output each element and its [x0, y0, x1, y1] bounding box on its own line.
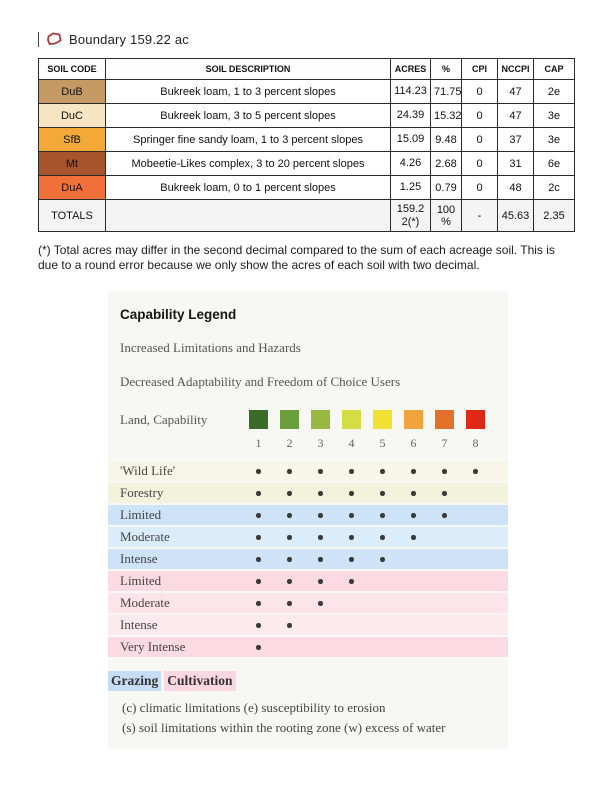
class-number: 8 [472, 436, 479, 451]
capability-legend-panel [108, 291, 508, 749]
capability-class-3-swatch [311, 410, 330, 429]
acres-cell: 114.23 [391, 80, 431, 104]
acres-cell: 15.09 [391, 128, 431, 152]
dot-cell [243, 637, 274, 657]
dot-cell [274, 505, 305, 525]
legend-footnote-climatic: (c) climatic limitations (e) susceptibility to erosion [122, 700, 386, 716]
dot-cell [243, 527, 274, 547]
column-header-soil-description: SOIL DESCRIPTION [106, 59, 391, 80]
dot-cell [305, 505, 336, 525]
class-number: 4 [348, 436, 355, 451]
dot-cell [398, 549, 429, 569]
nccpi-cell: 31 [498, 152, 534, 176]
capability-dot [318, 601, 323, 606]
capability-dot [287, 491, 292, 496]
dot-cell [429, 505, 460, 525]
dot-cell [336, 549, 367, 569]
capability-dot [256, 469, 261, 474]
capability-scale-row [108, 410, 508, 429]
dot-cell [429, 483, 460, 503]
capability-dot [349, 557, 354, 562]
capability-dot [411, 513, 416, 518]
dot-cell [398, 527, 429, 547]
legend-row-grazing-limited [108, 505, 508, 527]
legend-row-label: Limited [120, 507, 162, 523]
capability-dot-matrix [108, 461, 508, 659]
dot-cell [460, 527, 491, 547]
capability-dot [442, 513, 447, 518]
dot-cell [274, 637, 305, 657]
swatch-cell [367, 410, 398, 429]
legend-row-wildlife-forestry [108, 483, 508, 505]
totals-percent-cell: 100 % [431, 200, 462, 232]
legend-row-cultivation-limited [108, 571, 508, 593]
capability-dot [442, 469, 447, 474]
dot-cell [336, 483, 367, 503]
boundary-title: Boundary 159.22 ac [69, 31, 189, 47]
soil-description-cell: Bukreek loam, 0 to 1 percent slopes [106, 176, 391, 200]
legend-row-label: Intense [120, 617, 158, 633]
dot-cell [429, 461, 460, 481]
column-header-nccpi: NCCPI [498, 59, 534, 80]
soil-description-cell: Bukreek loam, 1 to 3 percent slopes [106, 80, 391, 104]
dot-cell [398, 615, 429, 635]
dot-cell [336, 615, 367, 635]
class-number: 7 [441, 436, 448, 451]
dot-cell [367, 593, 398, 613]
soil-code-cell: SfB [39, 128, 106, 152]
capability-dot [256, 645, 261, 650]
capability-dot [318, 469, 323, 474]
legend-row-label: Intense [120, 551, 158, 567]
soil-table [38, 58, 575, 232]
capability-dot [256, 579, 261, 584]
swatch-cell [460, 410, 491, 429]
percent-cell: 71.75 [431, 80, 462, 104]
dot-cell [305, 461, 336, 481]
capability-dot [287, 513, 292, 518]
legend-title: Capability Legend [120, 307, 237, 323]
capability-color-swatches [243, 410, 491, 429]
legend-row-cultivation-very-intense [108, 637, 508, 659]
table-row [39, 80, 575, 104]
dot-cell [243, 571, 274, 591]
capability-dot [473, 469, 478, 474]
cpi-cell: 0 [462, 176, 498, 200]
dot-cell [274, 527, 305, 547]
soil-code-cell: Mt [39, 152, 106, 176]
swatch-cell [305, 410, 336, 429]
category-label-cultivation: Cultivation [164, 671, 235, 691]
capability-dot [349, 513, 354, 518]
dot-cell [460, 483, 491, 503]
acres-cell: 4.26 [391, 152, 431, 176]
dot-cell [305, 615, 336, 635]
dot-cell [429, 593, 460, 613]
capability-dot [380, 557, 385, 562]
totals-nccpi-cell: 45.63 [498, 200, 534, 232]
capability-class-4-swatch [342, 410, 361, 429]
capability-dot [318, 513, 323, 518]
totals-cpi-cell: - [462, 200, 498, 232]
percent-cell: 15.32 [431, 104, 462, 128]
totals-description-cell [106, 200, 391, 232]
dot-cell [398, 571, 429, 591]
cap-cell: 2e [534, 80, 575, 104]
dot-cell [243, 593, 274, 613]
dot-cell [367, 483, 398, 503]
nccpi-cell: 47 [498, 104, 534, 128]
capability-dot [256, 557, 261, 562]
dot-cell [274, 549, 305, 569]
dot-cell [367, 527, 398, 547]
totals-label-cell: TOTALS [39, 200, 106, 232]
dot-cell [274, 571, 305, 591]
legend-row-cultivation-intense [108, 615, 508, 637]
dot-cell [429, 571, 460, 591]
dot-cell [305, 593, 336, 613]
dot-cell [429, 637, 460, 657]
dot-cell [398, 637, 429, 657]
total-acres-note: (*) Total acres may differ in the second decimal compared to the sum of each acreage soil. This is due to a round error because we only show the acres of each soil with two decimal. [38, 243, 555, 273]
acres-cell: 24.39 [391, 104, 431, 128]
class-number: 3 [317, 436, 324, 451]
dot-cell [243, 549, 274, 569]
dot-cell [367, 615, 398, 635]
column-header-acres: ACRES [391, 59, 431, 80]
capability-dot [318, 491, 323, 496]
dot-cell [429, 549, 460, 569]
dot-cell [305, 571, 336, 591]
dot-cell [274, 483, 305, 503]
capability-dot [256, 623, 261, 628]
table-row [39, 152, 575, 176]
capability-dot [318, 535, 323, 540]
capability-class-numbers [108, 436, 508, 451]
totals-acres-cell: 159.22(*) [391, 200, 431, 232]
dot-cell [305, 637, 336, 657]
dot-cell [460, 461, 491, 481]
numbers-spacer [108, 436, 243, 451]
cap-cell: 6e [534, 152, 575, 176]
dot-cell [398, 461, 429, 481]
capability-dot [380, 491, 385, 496]
dot-cell [243, 461, 274, 481]
capability-dot [411, 535, 416, 540]
dot-cell [367, 505, 398, 525]
column-header-soil-code: SOIL CODE [39, 59, 106, 80]
cap-cell: 2c [534, 176, 575, 200]
legend-row-label: Moderate [120, 595, 170, 611]
soil-code-cell: DuB [39, 80, 106, 104]
swatch-cell [429, 410, 460, 429]
nccpi-cell: 47 [498, 80, 534, 104]
soil-description-cell: Bukreek loam, 3 to 5 percent slopes [106, 104, 391, 128]
capability-dot [380, 535, 385, 540]
dot-cell [305, 483, 336, 503]
capability-dot [256, 491, 261, 496]
soil-table-header-row [39, 59, 575, 80]
capability-class-1-swatch [249, 410, 268, 429]
dot-cell [460, 505, 491, 525]
capability-class-7-swatch [435, 410, 454, 429]
capability-dot [349, 579, 354, 584]
cpi-cell: 0 [462, 152, 498, 176]
dot-cell [336, 461, 367, 481]
dot-cell [398, 505, 429, 525]
legend-row-label: Limited [120, 573, 162, 589]
legend-row-label: Moderate [120, 529, 170, 545]
nccpi-cell: 48 [498, 176, 534, 200]
dot-cell [336, 593, 367, 613]
capability-dot [287, 623, 292, 628]
cap-cell: 3e [534, 128, 575, 152]
cpi-cell: 0 [462, 104, 498, 128]
dot-cell [274, 461, 305, 481]
capability-dot [380, 469, 385, 474]
capability-dot [287, 469, 292, 474]
dot-cell [336, 571, 367, 591]
class-number: 1 [255, 436, 262, 451]
category-labels [108, 671, 508, 691]
capability-dot [318, 579, 323, 584]
dot-cell [398, 593, 429, 613]
dot-cell [429, 527, 460, 547]
dot-cell [336, 527, 367, 547]
capability-dot [411, 469, 416, 474]
legend-row-grazing-moderate [108, 527, 508, 549]
capability-dot [287, 557, 292, 562]
dot-cell [305, 527, 336, 547]
capability-dot [256, 601, 261, 606]
legend-row-label: Forestry [120, 485, 164, 501]
cursor-bar [38, 32, 39, 47]
legend-row-wildlife-wild-life [108, 461, 508, 483]
dot-cell [336, 637, 367, 657]
land-capability-label: Land, Capability [120, 411, 208, 427]
dot-cell [243, 615, 274, 635]
legend-row-label: Very Intense [120, 639, 186, 655]
swatch-cell [243, 410, 274, 429]
boundary-header [38, 30, 574, 48]
percent-cell: 2.68 [431, 152, 462, 176]
class-number: 6 [410, 436, 417, 451]
dot-cell [367, 549, 398, 569]
dot-cell [460, 637, 491, 657]
legend-row-grazing-intense [108, 549, 508, 571]
capability-dot [287, 535, 292, 540]
capability-dot [411, 491, 416, 496]
dot-cell [243, 505, 274, 525]
dot-cell [460, 615, 491, 635]
totals-cap-cell: 2.35 [534, 200, 575, 232]
swatch-cell [336, 410, 367, 429]
cpi-cell: 0 [462, 80, 498, 104]
capability-class-5-swatch [373, 410, 392, 429]
column-header-cap: CAP [534, 59, 575, 80]
capability-class-8-swatch [466, 410, 485, 429]
table-row [39, 128, 575, 152]
class-number: 2 [286, 436, 293, 451]
capability-dot [349, 469, 354, 474]
column-header--: % [431, 59, 462, 80]
cpi-cell: 0 [462, 128, 498, 152]
dot-cell [460, 549, 491, 569]
dot-cell [367, 461, 398, 481]
dot-cell [460, 571, 491, 591]
dot-cell [274, 593, 305, 613]
class-number: 5 [379, 436, 386, 451]
category-label-grazing: Grazing [108, 671, 161, 691]
boundary-polygon-icon [45, 31, 63, 47]
capability-class-6-swatch [404, 410, 423, 429]
dot-cell [398, 483, 429, 503]
dot-cell [305, 549, 336, 569]
capability-dot [349, 491, 354, 496]
legend-row-cultivation-moderate [108, 593, 508, 615]
soil-code-cell: DuC [39, 104, 106, 128]
legend-footnote-soil: (s) soil limitations within the rooting zone (w) excess of water [122, 720, 446, 736]
legend-subtitle-increased: Increased Limitations and Hazards [120, 340, 301, 356]
capability-dot [349, 535, 354, 540]
legend-row-label: 'Wild Life' [120, 463, 176, 479]
capability-dot [318, 557, 323, 562]
column-header-cpi: CPI [462, 59, 498, 80]
capability-dot [287, 601, 292, 606]
swatch-cell [274, 410, 305, 429]
percent-cell: 0.79 [431, 176, 462, 200]
capability-dot [442, 491, 447, 496]
capability-class-2-swatch [280, 410, 299, 429]
legend-subtitle-decreased: Decreased Adaptability and Freedom of Choice Users [120, 374, 401, 390]
capability-dot [256, 513, 261, 518]
table-row [39, 176, 575, 200]
soil-description-cell: Springer fine sandy loam, 1 to 3 percent slopes [106, 128, 391, 152]
dot-cell [274, 615, 305, 635]
cap-cell: 3e [534, 104, 575, 128]
capability-dot [380, 513, 385, 518]
nccpi-cell: 37 [498, 128, 534, 152]
dot-cell [367, 571, 398, 591]
acres-cell: 1.25 [391, 176, 431, 200]
dot-cell [460, 593, 491, 613]
dot-cell [429, 615, 460, 635]
dot-cell [367, 637, 398, 657]
soil-code-cell: DuA [39, 176, 106, 200]
swatch-cell [398, 410, 429, 429]
capability-dot [287, 579, 292, 584]
soil-description-cell: Mobeetie-Likes complex, 3 to 20 percent slopes [106, 152, 391, 176]
table-row [39, 104, 575, 128]
dot-cell [243, 483, 274, 503]
dot-cell [336, 505, 367, 525]
capability-dot [256, 535, 261, 540]
totals-row [39, 200, 575, 232]
percent-cell: 9.48 [431, 128, 462, 152]
